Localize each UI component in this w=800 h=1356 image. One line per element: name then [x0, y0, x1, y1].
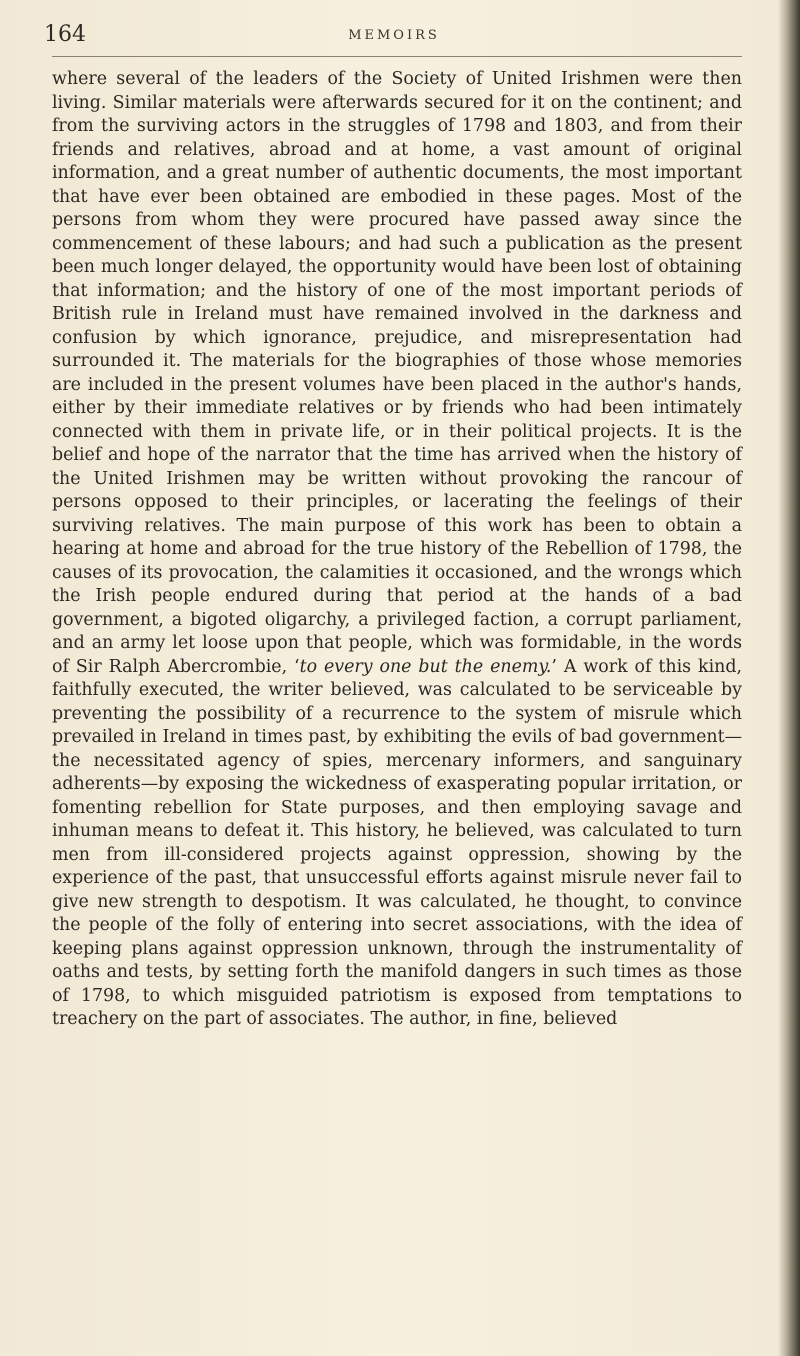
page-header: [44, 22, 744, 48]
header-rule: [52, 56, 742, 57]
page-edge-shadow: [778, 0, 800, 1356]
body-paragraph: [52, 68, 742, 1032]
text-part-2: ’ A work of this kind, faithfully executed, the writer believed, was calculated to be serviceable by preventing the possibility of a recurrence to the system of misrule which prevailed in Ireland in times past, by exhibiting the evils of bad government—the necessitated agency of spies, mercenary informers, and sanguinary adherents—by exposing the wickedness of exasperating popular irritation, or fomenting rebellion for State purposes, and then employing savage and inhuman means to defeat it. This history, he believed, was calculated to turn men from ill-considered projects against oppression, showing by the experience of the past, that unsuccessful efforts against misrule never fail to give new strength to despotism. It was calculated, he thought, to convince the people of the folly of entering into secret associations, with the idea of keeping plans against oppression unknown, through the instrumentality of oaths and tests, by setting forth the manifold dangers in such times as those of 1798, to which misguided patriotism is exposed from temptations to treachery on the part of associates. The author, in fine, believed: [52, 656, 742, 1029]
text-part-1: where several of the leaders of the Society of United Irishmen were then living. Similar materials were afterwards secured for it on the continent; and from the surviving actors in the struggles of 1798 and 1803, and from their friends and relatives, abroad and at home, a vast amount of original information, and a great number of authentic documents, the most important that have ever been obtained are embodied in these pages. Most of the persons from whom they were procured have passed away since the commencement of these labours; and had such a publication as the present been much longer delayed, the opportunity would have been lost of obtaining that information; and the history of one of the most important periods of British rule in Ireland must have remained involved in the darkness and confusion by which ignorance, prejudice, and misrepresentation had surrounded it. The materials for the biographies of those whose memories are included in the present volumes have been placed in the author's hands, either by their immediate relatives or by friends who had been intimately connected with them in private life, or in their political projects. It is the belief and hope of the narrator that the time has arrived when the history of the United Irishmen may be written without provoking the rancour of persons opposed to their principles, or lacerating the feelings of their surviving relatives. The main purpose of this work has been to obtain a hearing at home and abroad for the true history of the Rebellion of 1798, the causes of its provocation, the calamities it occasioned, and the wrongs which the Irish people endured during that period at the hands of a bad government, a bigoted oligarchy, a privileged faction, a corrupt parliament, and an army let loose upon that people, which was formidable, in the words of Sir Ralph Abercrombie, ‘: [52, 69, 742, 677]
quotation: to every one but the enemy.: [299, 656, 552, 677]
paragraph: [52, 68, 742, 1032]
page-number: 164: [44, 22, 86, 47]
running-head: MEMOIRS: [348, 28, 440, 43]
